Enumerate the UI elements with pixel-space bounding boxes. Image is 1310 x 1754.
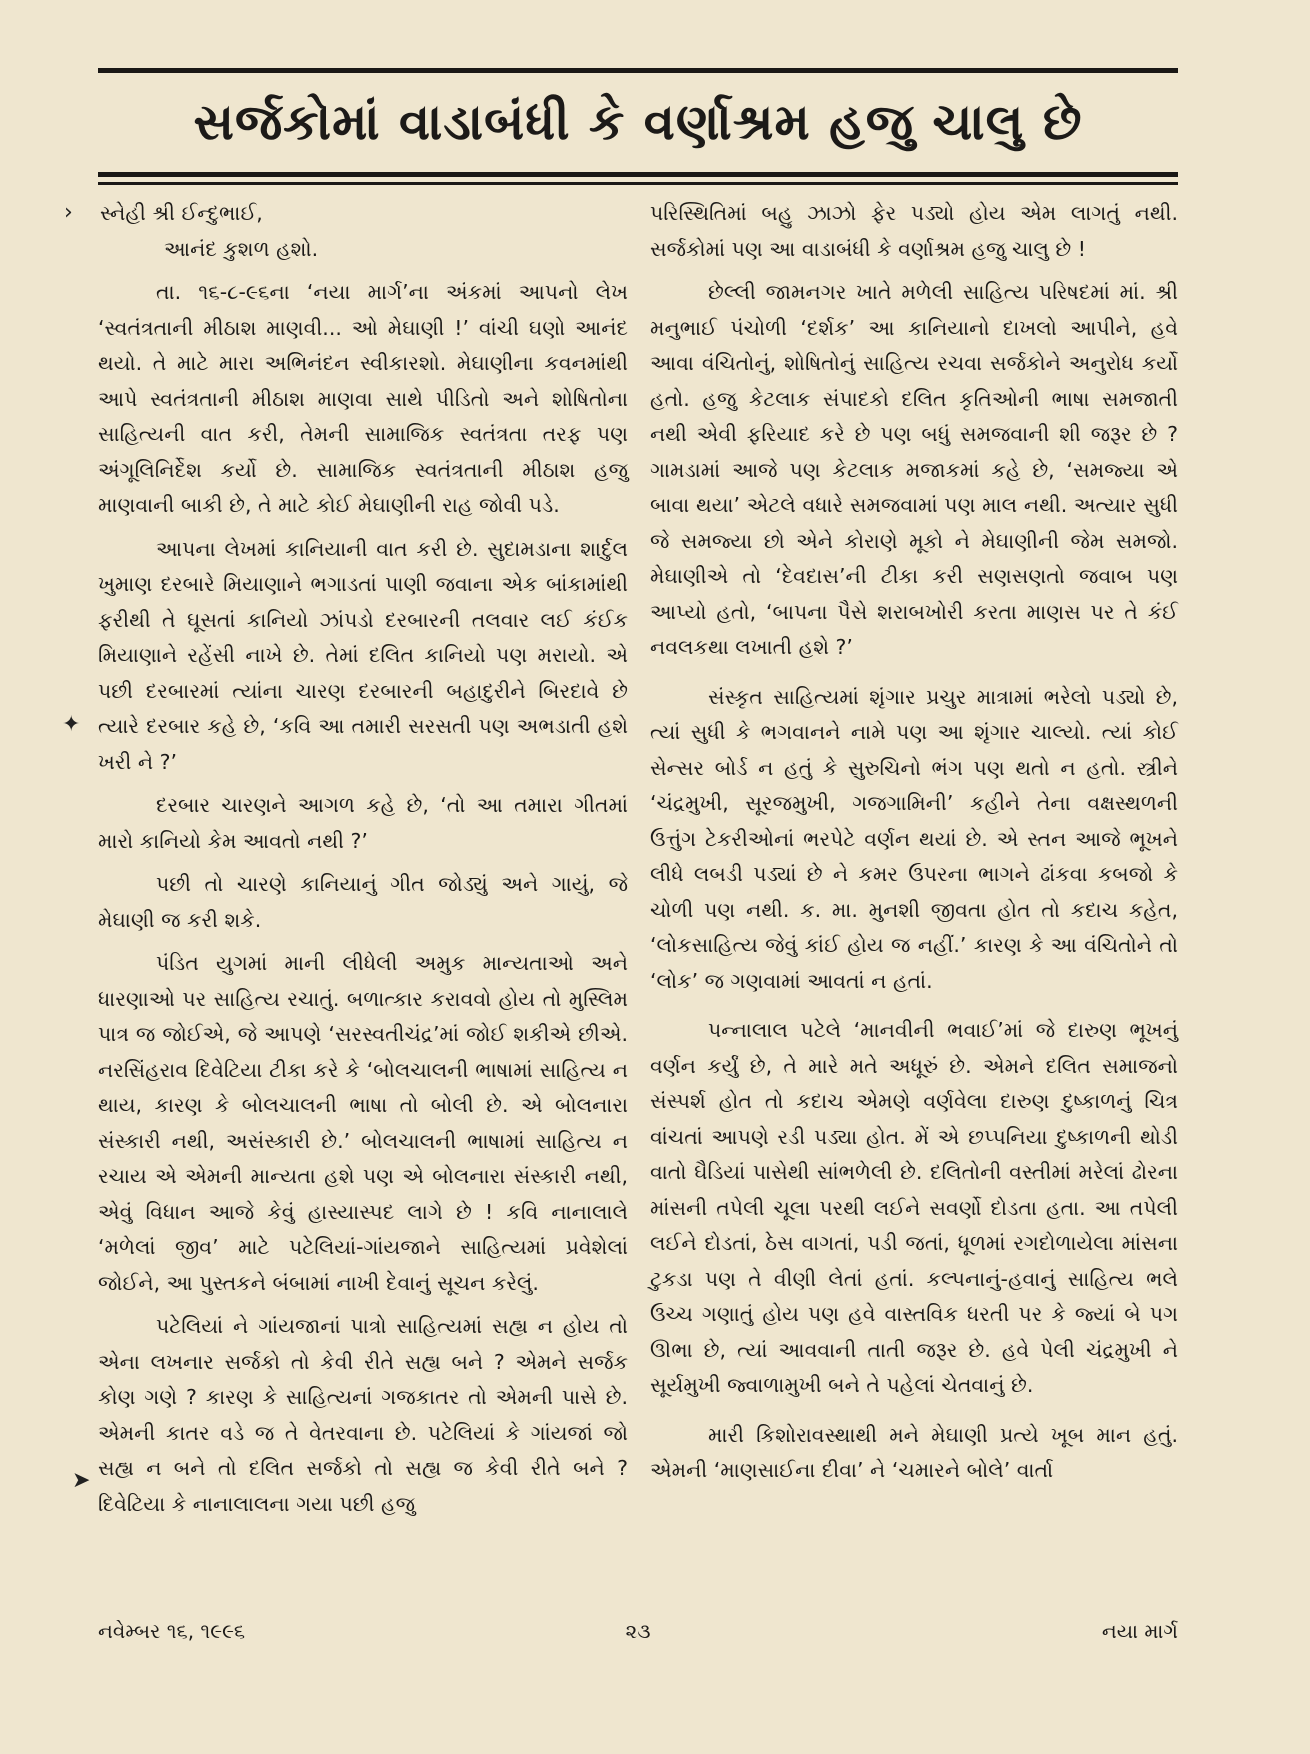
margin-mark-icon: ›	[64, 200, 73, 225]
issue-date: નવેમ્બર ૧૬, ૧૯૯૬	[98, 1619, 246, 1643]
article-title: સર્જકોમાં વાડાબંધી કે વર્ણાશ્રમ હજુ ચાલુ છે	[193, 93, 1083, 151]
paragraph: પછી તો ચારણે કાનિયાનું ગીત જોડ્યું અને ગાયું, જે મેઘાણી જ કરી શકે.	[98, 872, 628, 932]
paragraph: છેલ્લી જામનગર ખાતે મળેલી સાહિત્ય પરિષદમાં માં. શ્રી મનુભાઈ પંચોળી ‘દર્શક’ આ કાનિયાનો દાખલો આપીને, હવે આવા વંચિતોનું, શોષિતોનું સાહિત્ય રચવા સર્જકોને અનુરોધ કર્યો હતો. હજુ કેટલાક સંપાદકો દલિત કૃતિઓની ભાષા સમજાતી નથી એવી ફરિયાદ કરે છે પણ બધું સમજવાની શી જરૂર છે ? ગામડામાં આજે પણ કેટલાક મજાકમાં કહે છે, ‘સમજ્યા એ બાવા થયા’ એટલે વધારે સમજવામાં પણ માલ નથી. અત્યાર સુધી જે સમજ્યા છો એને કોરાણે મૂકો ને મેઘાણીની જેમ સમજો. મેઘાણીએ તો ‘દેવદાસ’ની ટીકા કરી સણસણતો જવાબ પણ આપ્યો હતો, ‘બાપના પૈસે શરાબખોરી કરતા માણસ પર તે કંઈ નવલકથા લખાતી હશે ?’	[650, 280, 1178, 659]
top-rule	[98, 68, 1178, 73]
paragraph: તા. ૧૬-૮-૯૬ના ‘નયા માર્ગ’ના અંકમાં આપનો લેખ ‘સ્વતંત્રતાની મીઠાશ માણવી... ઓ મેઘાણી !’ વાંચી ઘણો આનંદ થયો. તે માટે મારા અભિનંદન સ્વીકારશો. મેઘાણીના કવનમાંથી આપે સ્વતંત્રતાની મીઠાશ માણવા સાથે પીડિતો અને શોષિતોના સાહિત્યની વાત કરી, તેમની સામાજિક સ્વતંત્રતા તરફ પણ અંગૂલિનિર્દેશ કર્યો છે. સામાજિક સ્વતંત્રતાની મીઠાશ હજુ માણવાની બાકી છે, તે માટે કોઈ મેઘાણીની રાહ જોવી પડે.	[98, 280, 628, 517]
margin-mark-icon: ➤	[72, 1468, 91, 1493]
paragraph: મારી કિશોરાવસ્થાથી મને મેઘાણી પ્રત્યે ખૂબ માન હતું. એમની ‘માણસાઈના દીવા’ ને ‘ચમારને બોલે’ વાર્તા	[650, 1422, 1178, 1482]
paragraph: પટેલિયાં ને ગાંયજાનાં પાત્રો સાહિત્યમાં સહ્ય ન હોય તો એના લખનાર સર્જકો તો કેવી રીતે સહ્ય બને ? એમને સર્જક કોણ ગણે ? કારણ કે સાહિત્યનાં ગજકાતર તો એમની પાસે છે. એમની કાતર વડે જ તે વેતરવાના છે. પટેલિયાં કે ગાંયજાં જો સહ્ય ન બને તો દલિત સર્જકો તો સહ્ય જ કેવી રીતે બને ? દિવેટિયા કે નાનાલાલના ગયા પછી હજુ	[98, 1314, 628, 1516]
paragraph: પન્નાલાલ પટેલે ‘માનવીની ભવાઈ’માં જે દારુણ ભૂખનું વર્ણન કર્યું છે, તે મારે મતે અધૂરું છે. એમને દલિત સમાજનો સંસ્પર્શ હોત તો કદાચ એમણે વર્ણવેલા દારુણ દુષ્કાળનું ચિત્ર વાંચતાં આપણે રડી પડ્યા હોત. મેં એ છપ્પનિયા દુષ્કાળની થોડી વાતો ઘૈડિયાં પાસેથી સાંભળેલી છે. દલિતોની વસ્તીમાં મરેલાં ઢોરના માંસની તપેલી ચૂલા પરથી લઈને સવર્ણો દોડતા હતા. આ તપેલી લઈને દોડતાં, ઠેસ વાગતાં, પડી જતાં, ધૂળમાં રગદોળાયેલા માંસના ટુકડા પણ તે વીણી લેતાં હતાં. કલ્પનાનું-હવાનું સાહિત્ય ભલે ઉચ્ચ ગણાતું હોય પણ હવે વાસ્તવિક ધરતી પર કે જ્યાં બે પગ ઊભા છે, ત્યાં આવવાની તાતી જરૂર છે. હવે પેલી ચંદ્રમુખી ને સૂર્યમુખી જ્વાળામુખી બને તે પહેલાં ચેતવાનું છે.	[650, 1018, 1178, 1397]
title-bottom-rule-thin	[98, 182, 1178, 185]
paragraph: આપના લેખમાં કાનિયાની વાત કરી છે. સુદામડાના શાર્દુલ ખુમાણ દરબારે મિયાણાને ભગાડતાં પાણી જવાના એક બાંકામાંથી ફરીથી તે ઘૂસતાં કાનિયો ઝાંપડો દરબારની તલવાર લઈ કંઈક મિયાણાને રહેંસી નાખે છે. તેમાં દલિત કાનિયો પણ મરાયો. એ પછી દરબારમાં ત્યાંના ચારણ દરબારની બહાદુરીને બિરદાવે છે ત્યારે દરબાર કહે છે, ‘કવિ આ તમારી સરસતી પણ અભડાતી હશે ખરી ને ?’	[98, 536, 629, 774]
left-column	[98, 196, 628, 1522]
paragraph: દરબાર ચારણને આગળ કહે છે, ‘તો આ તમારા ગીતમાં મારો કાનિયો કેમ આવતો નથી ?’	[98, 793, 628, 853]
page-footer	[98, 1614, 1178, 1648]
paragraph: સંસ્કૃત સાહિત્યમાં શૃંગાર પ્રચુર માત્રામાં ભરેલો પડ્યો છે, ત્યાં સુધી કે ભગવાનને નામે પણ આ શૃંગાર ચાલ્યો. ત્યાં કોઈ સેન્સર બોર્ડ ન હતું કે સુરુચિનો ભંગ પણ થતો ન હતો. સ્ત્રીને ‘ચંદ્રમુખી, સૂરજમુખી, ગજગામિની’ કહીને તેના વક્ષસ્થળની ઉત્તુંગ ટેકરીઓનાં ભરપેટે વર્ણન થયાં છે. એ સ્તન આજે ભૂખને લીધે લબડી પડ્યાં છે ને કમર ઉપરના ભાગને ઢાંકવા કબજો કે ચોળી પણ નથી. ક. મા. મુનશી જીવતા હોત તો કદાચ કહેત, ‘લોકસાહિત્ય જેવું કાંઈ હોય જ નહીં.’ કારણ કે આ વંચિતોને તો ‘લોક’ જ ગણવામાં આવતાં ન હતાં.	[650, 684, 1178, 993]
page-number: ૨૩	[625, 1619, 651, 1643]
paragraph: પરિસ્થિતિમાં બહુ ઝાઝો ફેર પડ્યો હોય એમ લાગતું નથી. સર્જકોમાં પણ આ વાડાબંધી કે વર્ણાશ્રમ હજુ ચાલુ છે !	[650, 201, 1178, 261]
title-bottom-rule-thick	[98, 172, 1178, 177]
salutation: સ્નેહી શ્રી ઈન્દુભાઈ,	[100, 201, 263, 225]
right-column	[650, 196, 1178, 1489]
paragraph: પંડિત યુગમાં માની લીધેલી અમુક માન્યતાઓ અને ધારણાઓ પર સાહિત્ય રચાતું. બળાત્કાર કરાવવો હોય તો મુસ્લિમ પાત્ર જ જોઈએ, જે આપણે ‘સરસ્વતીચંદ્ર’માં જોઈ શકીએ છીએ. નરસિંહરાવ દિવેટિયા ટીકા કરે કે ‘બોલચાલની ભાષામાં સાહિત્ય ન થાય, કારણ કે બોલચાલની ભાષા તો બોલી છે. એ બોલનારા સંસ્કારી નથી, અસંસ્કારી છે.’ બોલચાલની ભાષામાં સાહિત્ય ન રચાય એ એમની માન્યતા હશે પણ એ બોલનારા સંસ્કારી નથી, એવું વિધાન આજે કેવું હાસ્યાસ્પદ લાગે છે ! કવિ નાનાલાલે ‘મળેલાં જીવ’ માટે પટેલિયાં-ગાંયજાને સાહિત્યમાં પ્રવેશેલાં જોઈને, આ પુસ્તકને બંબામાં નાખી દેવાનું સૂચન કરેલું.	[98, 951, 628, 1295]
greeting: આનંદ કુશળ હશો.	[164, 236, 319, 261]
margin-mark-icon: ✦	[62, 712, 81, 737]
publication-name: નયા માર્ગ	[1101, 1619, 1178, 1643]
